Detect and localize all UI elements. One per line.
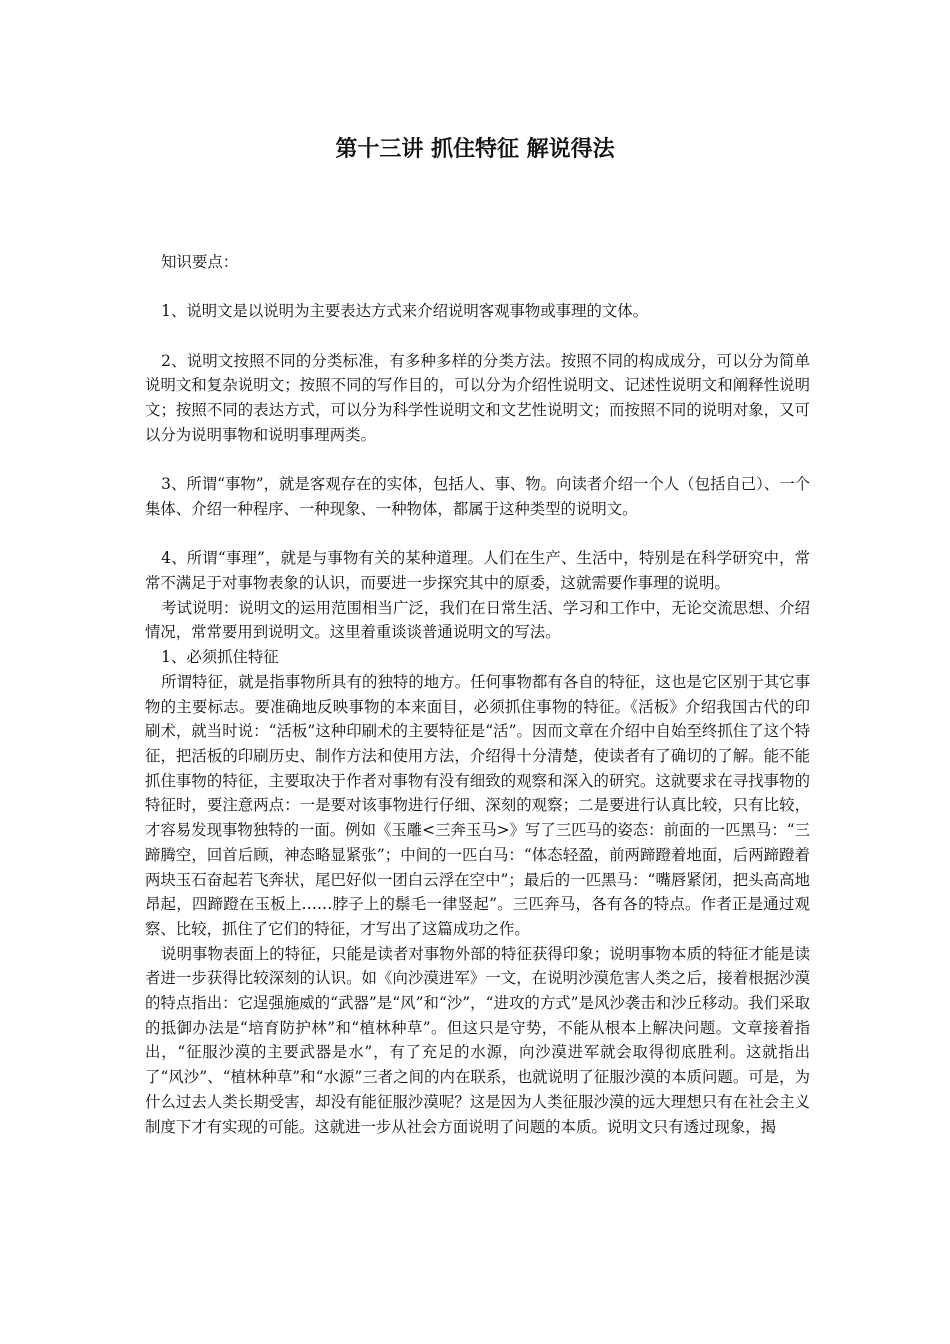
page-title: 第十三讲 抓住特征 解说得法 (335, 137, 615, 162)
section-heading-key-points: 知识要点： (161, 253, 239, 271)
paragraph-features: 所谓特征，就是指事物所具有的独特的地方。任何事物都有各自的特征，这也是它区别于其它事物的主要标志。要准确地反映事物的本来面目，必须抓住事物的特征。《活板》介绍我国古代的印刷术，就当时说：“活板”这种印刷术的主要特征是“活”。因而文章在介绍中自始至终抓住了这个特征，把活板的印刷历史、制作方法和使用方法，介绍得十分清楚，使读者有了确切的了解。能不能抓住事物的特征，主要取决于作者对事物有没有细致的观察和深入的研究。这就要求在寻找事物的特征时，要注意两点：一是要对该事物进行仔细、深刻的观察；二是要进行认真比较，只有比较，才容易发现事物独特的一面。例如《玉雕<三奔玉马>》写了三匹马的姿态：前面的一匹黑马：“三蹄腾空，回首后顾，神态略显紧张”；中间的一匹白马：“体态轻盈，前两蹄蹬着地面，后两蹄蹬着两块玉石奋起若飞奔状，尾巴好似一团白云浮在空中”；最后的一匹黑马：“嘴唇紧闭，把头高高地昂起，四蹄蹬在玉板上……脖子上的鬃毛一律竖起”。三匹奔马，各有各的特点。作者正是通过观察、比较，抓住了它们的特征，才写出了这篇成功之作。 (145, 672, 810, 938)
paragraph-exam-notes: 考试说明：说明文的运用范围相当广泛，我们在日常生活、学习和工作中，无论交流思想、介绍情况，常常要用到说明文。这里着重谈谈普通说明文的写法。 (145, 598, 810, 642)
document-body (145, 250, 810, 1139)
paragraph-point-2: 2、说明文按照不同的分类标准，有多种多样的分类方法。按照不同的构成成分，可以分为简单说明文和复杂说明文；按照不同的写作目的，可以分为介绍性说明文、记述性说明文和阐释性说明文；按照不同的表达方式，可以分为科学性说明文和文艺性说明文；而按照不同的说明对象，又可以分为说明事物和说明事理两类。 (145, 351, 810, 444)
paragraph-point-3: 3、所谓“事物”，就是客观存在的实体，包括人、事、物。向读者介绍一个人（包括自己）、一个集体、介绍一种程序、一种现象、一种物体，都属于这种类型的说明文。 (145, 475, 811, 518)
paragraph-essence: 说明事物表面上的特征，只能是读者对事物外部的特征获得印象；说明事物本质的特征才能是读者进一步获得比较深刻的认识。如《向沙漠进军》一文，在说明沙漠危害人类之后，接着根据沙漠的特点指出：它逞强施威的“武器”是“风”和“沙”，“进攻的方式”是风沙袭击和沙丘移动。我们采取的抵御办法是“培育防护林”和“植林种草”。但这只是守势，不能从根本上解决问题。文章接着指出，“征服沙漠的主要武器是水”，有了充足的水源，向沙漠进军就会取得彻底胜利。这就指出了“风沙”、“植林种草”和“水源”三者之间的内在联系，也就说明了征服沙漠的本质问题。可是，为什么过去人类长期受害，却没有能征服沙漠呢？这是因为人类征服沙漠的远大理想只有在社会主义制度下才有实现的可能。这就进一步从社会方面说明了问题的本质。说明文只有透过现象，揭 (145, 944, 810, 1136)
paragraph-point-4: 4、所谓“事理”，就是与事物有关的某种道理。人们在生产、生活中，特别是在科学研究中，常常不满足于对事物表象的认识，而要进一步探究其中的原委，这就需要作事理的说明。 (145, 549, 810, 593)
paragraph-point-1: 1、说明文是以说明为主要表达方式来介绍说明客观事物或事理的文体。 (161, 302, 649, 321)
subheading-capture-features: 1、必须抓住特征 (161, 648, 279, 667)
